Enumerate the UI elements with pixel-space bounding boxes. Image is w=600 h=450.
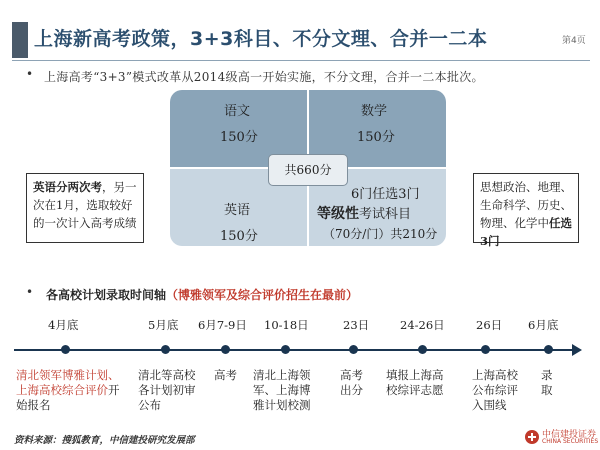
timeline-dot (61, 345, 70, 354)
timeline-note: （博雅领军及综合评价招生在最前） (166, 288, 359, 302)
chinese-score: 150分 (220, 130, 258, 145)
timeline-date: 4月底 (48, 318, 79, 332)
timeline-event: 上海高校公布综评入围线 (472, 368, 518, 412)
company-logo (524, 427, 599, 447)
chinese-label: 语文 (224, 104, 251, 119)
elective-note-box (473, 173, 579, 248)
english-note-bold: 英语分两次考 (33, 180, 102, 194)
logo-en: CHINA SECURITIES (542, 438, 599, 445)
timeline-axis (14, 349, 576, 351)
timeline-dot (221, 345, 230, 354)
bullet-icon: • (26, 67, 34, 81)
elective-line2 (317, 203, 411, 223)
timeline-date: 24-26日 (400, 318, 445, 332)
arrow-right-icon (572, 344, 582, 356)
timeline-dot (349, 345, 358, 354)
timeline-event: 清北等高校各计划初审公布 (138, 368, 196, 412)
elective-line3: （70分/门）共210分 (323, 227, 438, 241)
timeline-event: 高考出分 (340, 368, 363, 397)
timeline-event: 高考 (214, 368, 237, 382)
timeline-event (16, 368, 126, 413)
elective-note-text: 思想政治、地理、生命科学、历史、物理、化学中 (480, 180, 572, 230)
timeline-date: 10-18日 (264, 318, 309, 332)
timeline-dot (161, 345, 170, 354)
page-number: 第4页 (562, 36, 586, 46)
bullet-icon: • (26, 285, 34, 299)
elective-rest: 考试科目 (359, 207, 412, 222)
english-score: 150分 (220, 229, 258, 244)
logo-cn: 中信建投证券 (542, 430, 597, 440)
timeline-event: 填报上海高校综评志愿 (386, 368, 444, 397)
timeline-date: 6月底 (528, 318, 559, 332)
timeline-dot (281, 345, 290, 354)
math-score: 150分 (357, 130, 395, 145)
elective-line1: 6门任选3门 (351, 187, 420, 202)
timeline-title: 各高校计划录取时间轴 (46, 288, 167, 302)
math-label: 数学 (361, 104, 388, 119)
english-note-box (26, 173, 144, 243)
total-score-box: 共660分 (268, 154, 348, 186)
timeline-heading (46, 286, 358, 303)
timeline-dot (481, 345, 490, 354)
timeline-dot (418, 345, 427, 354)
event-rest: 开始报名 (16, 383, 120, 412)
title-divider (12, 60, 590, 61)
timeline-date: 26日 (476, 318, 503, 332)
title-accent-bar (12, 22, 28, 58)
timeline-date: 5月底 (148, 318, 179, 332)
elective-bold: 等级性 (317, 206, 359, 222)
logo-mark-icon (524, 429, 540, 445)
timeline-dot (544, 345, 553, 354)
source-note: 资料来源：搜狐教育，中信建投研究发展部 (14, 435, 195, 446)
english-note-text: ，另一次在1月，选取较好的一次计入高考成绩 (33, 180, 137, 230)
elective-note-bold: 任选3门 (480, 216, 572, 248)
timeline-date: 23日 (343, 318, 370, 332)
english-label: 英语 (224, 203, 251, 218)
page-title: 上海新高考政策，3+3科目、不分文理、合并一二本 (34, 28, 488, 50)
timeline-date: 6月7-9日 (198, 318, 247, 332)
timeline-event: 清北上海领军、上海博雅计划校测 (253, 368, 311, 412)
intro-text: 上海高考“3+3”模式改革从2014级高一开始实施，不分文理，合并一二本批次。 (44, 70, 484, 84)
timeline-event: 录取 (541, 368, 553, 397)
event-highlight: 清北领军博雅计划、上海高校综合评价 (16, 368, 120, 397)
